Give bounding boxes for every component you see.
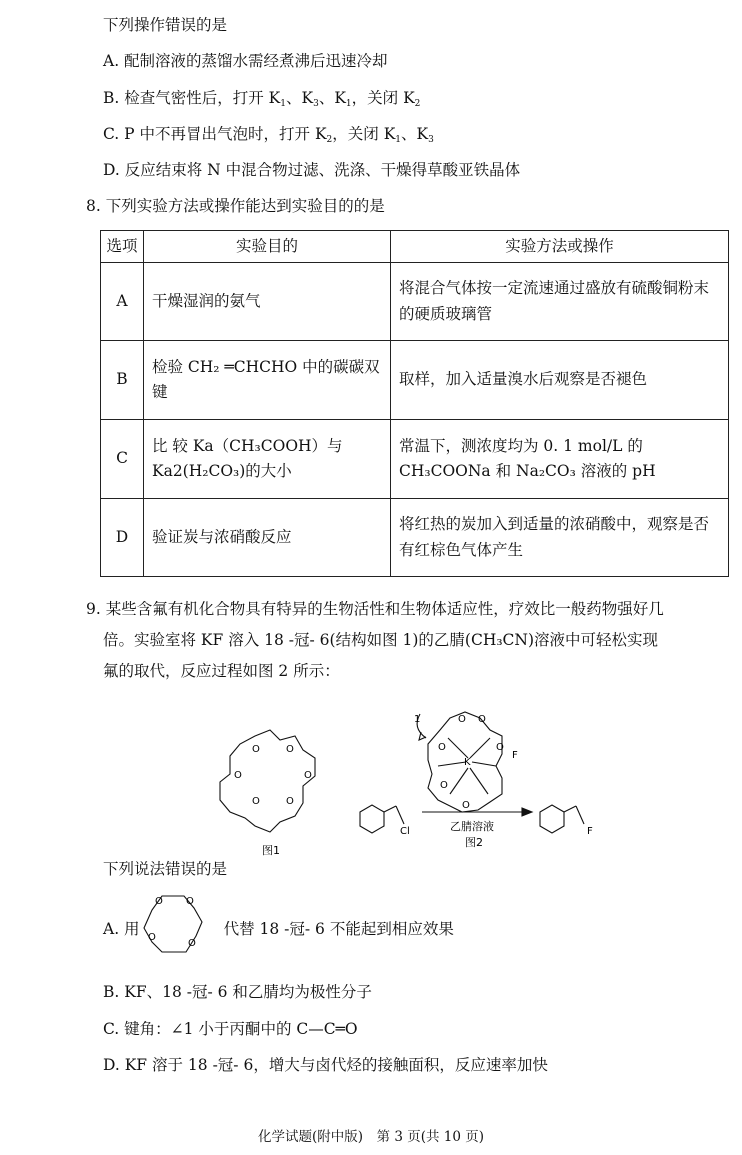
row-purpose: 检验 CH₂ ═CHCHO 中的碳碳双键 bbox=[144, 341, 391, 420]
oxygen-atom: O bbox=[304, 770, 312, 781]
oxygen-atom: O bbox=[496, 742, 504, 753]
oxygen-atom: O bbox=[252, 796, 260, 807]
q7-option-d: D. 反应结束将 N 中混合物过滤、洗涤、干燥得草酸亚铁晶体 bbox=[103, 161, 521, 179]
chlorine-atom: Cl bbox=[400, 826, 410, 837]
oxygen-atom: O bbox=[148, 932, 156, 943]
q9-line-3: 氟的取代，反应过程如图 2 所示： bbox=[103, 662, 340, 680]
header-option: 选项 bbox=[101, 231, 144, 263]
potassium-atom: K bbox=[464, 757, 471, 768]
reagent-label: 乙腈溶液 bbox=[450, 820, 494, 833]
q9-option-b: B. KF、18 -冠- 6 和乙腈均为极性分子 bbox=[103, 983, 372, 1001]
q9-figures bbox=[200, 708, 620, 858]
oxygen-atom: O bbox=[252, 744, 260, 755]
figure-1-caption: 图1 bbox=[262, 844, 280, 857]
angle-label: 1 bbox=[414, 714, 421, 725]
oxygen-atom: O bbox=[286, 796, 294, 807]
fluorine-atom: F bbox=[512, 750, 518, 761]
q8-title: 8. 下列实验方法或操作能达到实验目的的是 bbox=[86, 197, 385, 215]
page-footer: 化学试题(附中版) 第 3 页(共 10 页) bbox=[258, 1129, 484, 1145]
oxygen-atom: O bbox=[186, 896, 194, 907]
table-row bbox=[101, 499, 729, 577]
oxygen-atom: O bbox=[458, 714, 466, 725]
q7-option-c: C. P 中不再冒出气泡时，打开 $K_2$，关闭 $K_1$、$K_3$ bbox=[103, 125, 434, 145]
q7-option-a: A. 配制溶液的蒸馏水需经煮沸后迅速冷却 bbox=[103, 52, 388, 70]
figure-2-caption: 图2 bbox=[465, 836, 483, 849]
q9-option-c: C. 键角：∠1 小于丙酮中的 C—C═O bbox=[103, 1020, 358, 1038]
oxygen-atom: O bbox=[188, 938, 196, 949]
row-option: B bbox=[101, 341, 144, 420]
row-purpose: 比 较 Ka（CH₃COOH）与 Ka2(H₂CO₃)的大小 bbox=[144, 420, 391, 499]
row-method: 取样，加入适量溴水后观察是否褪色 bbox=[391, 341, 729, 420]
oxygen-atom: O bbox=[155, 896, 163, 907]
oxygen-atom: O bbox=[440, 780, 448, 791]
row-option: A bbox=[101, 263, 144, 341]
row-option: C bbox=[101, 420, 144, 499]
benzene-ring bbox=[540, 805, 564, 833]
row-method: 常温下，测浓度均为 0. 1 mol/L 的 CH₃COONa 和 Na₂CO₃ 溶液的 pH bbox=[391, 420, 729, 499]
q7-option-b: B. 检查气密性后，打开 $K_1$、$K_3$、$K_1$，关闭 $K_2$ bbox=[103, 89, 421, 109]
row-method: 将红热的炭加入到适量的浓硝酸中，观察是否有红棕色气体产生 bbox=[391, 499, 729, 577]
row-purpose: 干燥湿润的氨气 bbox=[144, 263, 391, 341]
row-option: D bbox=[101, 499, 144, 577]
table-row bbox=[101, 420, 729, 499]
table-header-row bbox=[101, 231, 729, 263]
oxygen-atom: O bbox=[234, 770, 242, 781]
table-row bbox=[101, 341, 729, 420]
crown-ether-12c4-structure bbox=[136, 888, 210, 964]
oxygen-atom: O bbox=[286, 744, 294, 755]
q9-option-d: D. KF 溶于 18 -冠- 6，增大与卤代烃的接触面积，反应速率加快 bbox=[103, 1056, 548, 1074]
oxygen-atom: O bbox=[438, 742, 446, 753]
q9-line-1: 9. 某些含氟有机化合物具有特异的生物活性和生物体适应性，疗效比一般药物强好几 bbox=[86, 600, 664, 618]
benzene-ring bbox=[360, 805, 384, 833]
row-method: 将混合气体按一定流速通过盛放有硫酸铜粉末的硬质玻璃管 bbox=[391, 263, 729, 341]
q9-option-a: A. 用 代替 18 -冠- 6 不能起到相应效果 bbox=[103, 920, 454, 938]
q7-stem: 下列操作错误的是 bbox=[103, 16, 228, 34]
q9-line-2: 倍。实验室将 KF 溶入 18 -冠- 6(结构如图 1)的乙腈(CH₃CN)溶液中可轻松实现 bbox=[103, 631, 659, 649]
oxygen-atom: O bbox=[462, 800, 470, 811]
crown-ether-ring bbox=[220, 730, 315, 832]
fluorine-atom: F bbox=[587, 826, 593, 837]
header-method: 实验方法或操作 bbox=[391, 231, 729, 263]
q8-table bbox=[100, 230, 729, 577]
q9-paragraph bbox=[86, 594, 734, 687]
table-row bbox=[101, 263, 729, 341]
q9-stem: 下列说法错误的是 bbox=[103, 860, 228, 878]
header-purpose: 实验目的 bbox=[144, 231, 391, 263]
oxygen-atom: O bbox=[478, 714, 486, 725]
row-purpose: 验证炭与浓硝酸反应 bbox=[144, 499, 391, 577]
